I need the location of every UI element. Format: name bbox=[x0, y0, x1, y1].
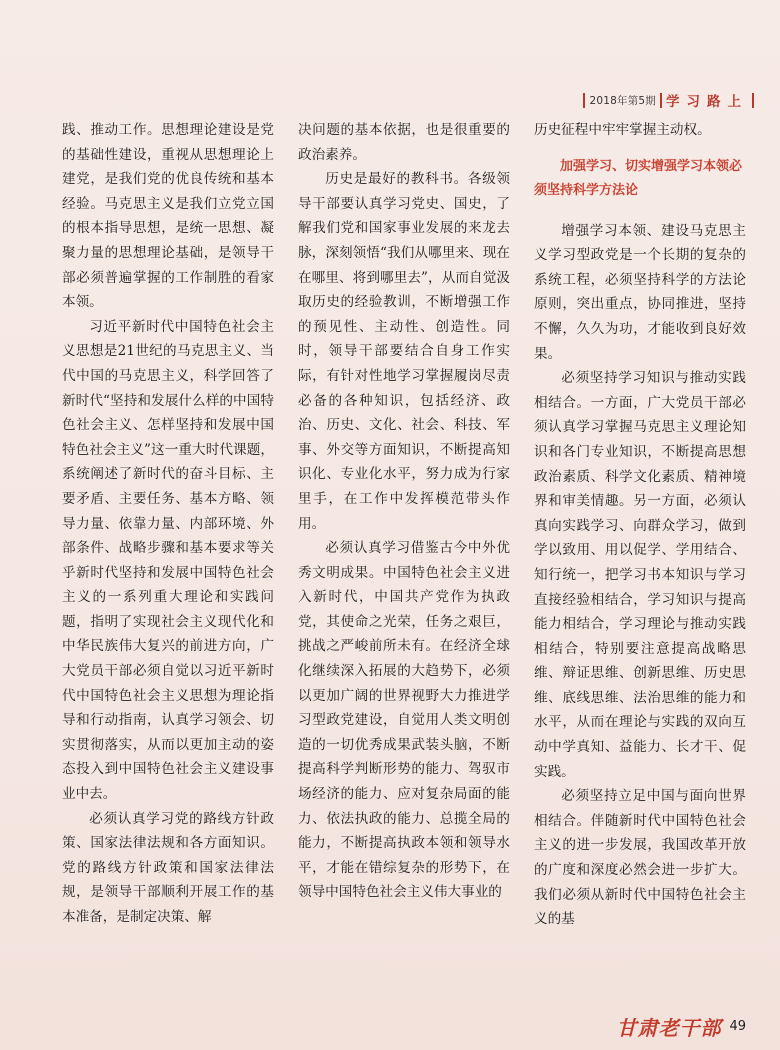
section-title: 学习路上 bbox=[666, 94, 748, 110]
paragraph: 增强学习本领、建设马克思主义学习型政党是一个长期的复杂的系统工程，必须坚持科学的方法论原则，突出重点，协同推进，坚持不懈，久久为功，才能收到良好效果。 bbox=[534, 222, 746, 362]
header-divider bbox=[583, 93, 585, 108]
issue-label: 2018年第5期 bbox=[589, 94, 656, 107]
text-column-3 bbox=[534, 118, 746, 932]
section-subheading: 加强学习、切实增强学习本领必须坚持科学方法论 bbox=[534, 158, 743, 198]
paragraph: 必须坚持学习知识与推动实践相结合。一方面，广大党员干部必须认真学习掌握马克思主义理论知识和各门专业知识，不断提高思想政治素质、科学文化素质、精神境界和审美情趣。另一方面，必须认真向实践学习、向群众学习，做到学以致用、用以促学、学用结合、知行统一，把学习书本知识与学习直接经验相结合，学习知识与提高能力相结合，学习理论与推动实践相结合，特别要注意提高战略思维、辩证思维、创新思维、历史思维、底线思维、法治思维的能力和水平，从而在理论与实践的双向互动中学真知、益能力、长才干、促实践。 bbox=[534, 370, 746, 780]
paragraph: 必须坚持立足中国与面向世界相结合。伴随新时代中国特色社会主义的进一步发展，我国改革开放的广度和深度必然会进一步扩大。我们必须从新时代中国特色社会主义的基 bbox=[534, 788, 746, 928]
text-column-2 bbox=[298, 118, 510, 905]
paragraph: 历史是最好的教科书。各级领导干部要认真学习党史、国史，了解我们党和国家事业发展的来龙去脉，深刻领悟“我们从哪里来、现在在哪里、将到哪里去”，从而自觉汲取历史的经验教训，不断增强工作的预见性、主动性、创造性。同时，领导干部要结合自身工作实际，有针对性地学习掌握履岗尽责必备的各种知识，包括经济、政治、历史、文化、社会、科技、军事、外交等方面知识，不断提高知识化、专业化水平，努力成为行家里手，在工作中发挥模范带头作用。 bbox=[298, 171, 510, 532]
paragraph: 习近平新时代中国特色社会主义思想是21世纪的马克思主义、当代中国的马克思主义，科学回答了新时代“坚持和发展什么样的中国特色社会主义、怎样坚持和发展中国特色社会主义”这一重大时代课题，系统阐述了新时代的奋斗目标、主要矛盾、主要任务、基本方略、领导力量、依靠力量、内部环境、外部条件、战略步骤和基本要求等关乎新时代坚持和发展中国特色社会主义的一系列重大理论和实践问题，指明了实现社会主义现代化和中华民族伟大复兴的前进方向，广大党员干部必须自觉以习近平新时代中国特色社会主义思想为理论指导和行动指南，认真学习领会、切实贯彻落实，从而以更加主动的姿态投入到中国特色社会主义建设事业中去。 bbox=[62, 318, 274, 803]
paragraph: 必须认真学习借鉴古今中外优秀文明成果。中国特色社会主义进入新时代，中国共产党作为执政党，其使命之光荣，任务之艰巨，挑战之严峻前所未有。在经济全球化继续深入拓展的大趋势下，必须以更加广阔的世界视野大力推进学习型政党建设，自觉用人类文明创造的一切优秀成果武装头脑，不断提高科学判断形势的能力、驾驭市场经济的能力、应对复杂局面的能力、依法执政的能力、总揽全局的能力，不断提高执政本领和领导水平，才能在错综复杂的形势下，在领导中国特色社会主义伟大事业的 bbox=[298, 540, 510, 901]
header-divider bbox=[660, 93, 662, 108]
page-footer bbox=[616, 1012, 746, 1041]
paragraph: 必须认真学习党的路线方针政策、国家法律法规和各方面知识。党的路线方针政策和国家法律法规，是领导干部顺利开展工作的基本准备，是制定决策、解 bbox=[62, 810, 274, 925]
magazine-logo: 甘肃老干部 bbox=[616, 1016, 722, 1040]
paragraph: 决问题的基本依据，也是很重要的政治素养。 bbox=[298, 122, 510, 163]
text-column-1 bbox=[62, 118, 274, 930]
paragraph: 践、推动工作。思想理论建设是党的基础性建设，重视从思想理论上建党，是我们党的优良传统和基本经验。马克思主义是我们立党立国的根本指导思想，是统一思想、凝聚力量的思想理论基础，是领导干部必须普遍掌握的工作制胜的看家本领。 bbox=[62, 122, 274, 311]
running-header bbox=[579, 88, 758, 112]
paragraph: 历史征程中牢牢掌握主动权。 bbox=[534, 122, 711, 138]
page-number: 49 bbox=[729, 1019, 746, 1034]
header-divider bbox=[752, 93, 754, 108]
